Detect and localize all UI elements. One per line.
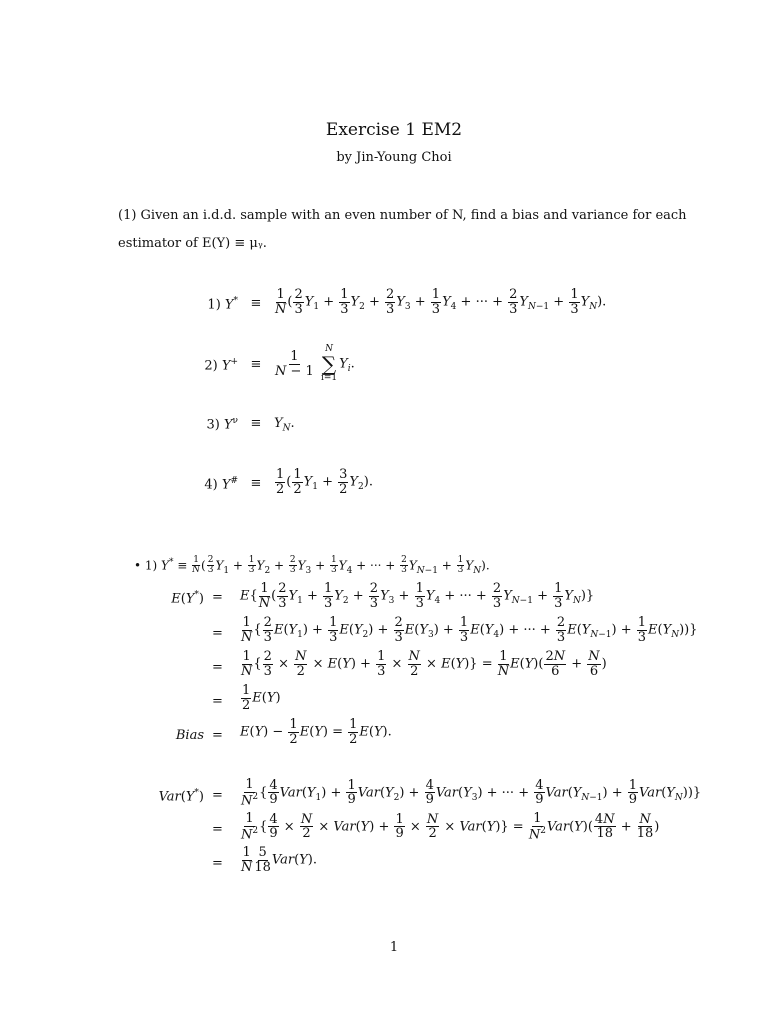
document-title: Exercise 1 EM2 [325, 120, 463, 140]
expectation-label: E(Y*) [171, 590, 204, 607]
estimator-4-formula: $\frac{1}{2}$ ( $\frac{1}{2}$ $Y_1$ + $\frac{3}{2}$ $Y_2$). [276, 467, 373, 497]
variance-result: $\frac{1}{N}$ $\frac{5}{18}$ Var(Y). [241, 845, 317, 875]
estimator-1-label: 1) Y* [207, 296, 238, 313]
estimator-3-label: 3) $Y^\nu$ [206, 416, 238, 433]
problem-line-2: estimator of E(Y) ≡ μᵧ. [118, 236, 267, 251]
expectation-line-3: $\frac{1}{N}$ { $\frac{2}{3}$ × $\frac{N}{2}$ × E(Y) + $\frac{1}{3}$ × $\frac{N}{2}$ × E(Y)} = $\frac{1}{N}$ E(Y)( $\frac{2N}{6}$ + $\frac{N}{6}$ ) [241, 649, 607, 679]
page-number: 1 [389, 940, 399, 955]
estimator-2-formula: $\frac{1}{N - 1}$ N ∑ i=1 $Y_i$. [275, 344, 355, 383]
solution-bullet: • 1) Y* ≡ $\frac{1}{N}$ ( $\frac{2}{3}$ $Y_1$ + $\frac{1}{3}$ $Y_2$ + $\frac{2}{3}$ $Y_3$ + $\frac{1}{3}$ $Y_4$ + ··· + $\frac{2}{3}$ $Y_{N-1}$ + $\frac{1}{3}$ $Y_N$). [134, 555, 490, 576]
variance-line-2: $\frac{1}{N^2}$ { $\frac{4}{9}$ × $\frac{N}{2}$ × Var(Y) + $\frac{1}{9}$ × $\frac{N}{2}$ × Var(Y)} = $\frac{1}{N^2}$ Var(Y)( $\frac{4N}{18}$ + $\frac{N}{18}$ ) [241, 811, 660, 842]
expectation-line-4: $\frac{1}{2}$ E(Y) [242, 683, 281, 713]
estimator-3-formula: $Y_N$. [274, 416, 295, 434]
problem-line-1: (1) Given an i.d.d. sample with an even number of N, find a bias and variance for each [118, 208, 687, 223]
estimator-2-label: 2) Y+ [204, 357, 238, 374]
bias-result: E(Y) − $\frac{1}{2}$ E(Y) = $\frac{1}{2}$ E(Y). [240, 717, 392, 747]
variance-label: Var(Y*) [158, 788, 204, 805]
document-page: Exercise 1 EM2 by Jin-Young Choi (1) Given an i.d.d. sample with an even number of N, find a bias and variance for each estimator of E(Y) ≡ μᵧ. 1) Y* ≡ $\frac{1}{N}$ ( $\frac{2}{3}$ $Y_1$ + $\frac{1}{3}$ $Y_2$ + $\frac{2}{3}$ $Y_3$ + $\frac{1}{3}$ $Y_4$ + ··· + $\frac{2}{3}$ $Y_{N-1}$ + $\frac{1}{3}$ $Y_N$). 2) Y+ ≡ $\frac{1}{N - 1}$ N ∑ i=1 $Y_i$. 3) $Y^\nu$ ≡ $Y_N$. 4) Y# ≡ $\frac{1}{2}$ ( $\frac{1}{2}$ $Y_1$ + $\frac{3}{2}$ $Y_2$). • 1) Y* ≡ $\frac{1}{N}$ ( $\frac{2}{3}$ $Y_1$ + $\frac{1}{3}$ $Y_2$ + $\frac{2}{3}$ $Y_3$ + $\frac{1}{3}$ $Y_4$ + ··· + $\frac{2}{3}$ $Y_{N-1}$ + $\frac{1}{3}$ $Y_N$). E(Y*) = E{ $\frac{1}{N}$ ( $\frac{2}{3}$ $Y_1$ + $\frac{1}{3}$ $Y_2$ + $\frac{2}{3}$ $Y_3$ + $\frac{1}{3}$ $Y_4$ + ··· + $\frac{2}{3}$ $Y_{N-1}$ + $\frac{1}{3}$ $Y_N$)} = $\frac{1}{N}$ { $\frac{2}{3}$ $E(Y_1)$ + $\frac{1}{3}$ $E(Y_2)$ + $\frac{2}{3}$ $E(Y_3)$ + $\frac{1}{3}$ $E(Y_4)$ + ··· + $\frac{2}{3}$ $E(Y_{N-1})$ + $\frac{1}{3}$ $E(Y_N)$)} = $\frac{1}{N}$ { $\frac{2}{3}$ × $\frac{N}{2}$ × E(Y) + $\frac{1}{3}$ × $\frac{N}{2}$ × E(Y)} = $\frac{1}{N}$ E(Y)( $\frac{2N}{6}$ + $\frac{N}{6}$ ) = $\frac{1}{2}$ E(Y) Bias = E(Y) − $\frac{1}{2}$ E(Y) = $\frac{1}{2}$ E(Y). Var(Y*) = $\frac{1}{N^2}$ { $\frac{4}{9}$ $Var(Y_1)$ + $\frac{1}{9}$ $Var(Y_2)$ + $\frac{4}{9}$ $Var(Y_3)$ + ··· + $\frac{4}{9}$ $Var(Y_{N-1})$ + $\frac{1}{9}$ $Var(Y_N)$)} = $\frac{1}{N^2}$ { $\frac{4}{9}$ × $\frac{N}{2}$ × Var(Y) + $\frac{1}{9}$ × $\frac{N}{2}$ × Var(Y)} = $\frac{1}{N^2}$ Var(Y)( $\frac{4N}{18}$ + $\frac{N}{18}$ ) = $\frac{1}{N}$ $\frac{5}{18}$ Var(Y). 1 [0, 0, 768, 1024]
expectation-line-1: E{ $\frac{1}{N}$ ( $\frac{2}{3}$ $Y_1$ + $\frac{1}{3}$ $Y_2$ + $\frac{2}{3}$ $Y_3$ + $\frac{1}{3}$ $Y_4$ + ··· + $\frac{2}{3}$ $Y_{N-1}$ + $\frac{1}{3}$ $Y_N$)} [240, 581, 595, 611]
document-author: by Jin-Young Choi [336, 150, 452, 165]
estimator-1-formula: $\frac{1}{N}$ ( $\frac{2}{3}$ $Y_1$ + $\frac{1}{3}$ $Y_2$ + $\frac{2}{3}$ $Y_3$ + $\frac{1}{3}$ $Y_4$ + ··· + $\frac{2}{3}$ $Y_{N-1}$ + $\frac{1}{3}$ $Y_N$). [275, 287, 607, 317]
bias-label: Bias [175, 728, 204, 743]
expectation-line-2: $\frac{1}{N}$ { $\frac{2}{3}$ $E(Y_1)$ + $\frac{1}{3}$ $E(Y_2)$ + $\frac{2}{3}$ $E(Y_3)$ + $\frac{1}{3}$ $E(Y_4)$ + ··· + $\frac{2}{3}$ $E(Y_{N-1})$ + $\frac{1}{3}$ $E(Y_N)$)} [241, 615, 698, 645]
estimator-4-label: 4) Y# [204, 476, 238, 493]
variance-line-1: $\frac{1}{N^2}$ { $\frac{4}{9}$ $Var(Y_1)$ + $\frac{1}{9}$ $Var(Y_2)$ + $\frac{4}{9}$ $Var(Y_3)$ + ··· + $\frac{4}{9}$ $Var(Y_{N-1})$ + $\frac{1}{9}$ $Var(Y_N)$)} [241, 777, 702, 808]
